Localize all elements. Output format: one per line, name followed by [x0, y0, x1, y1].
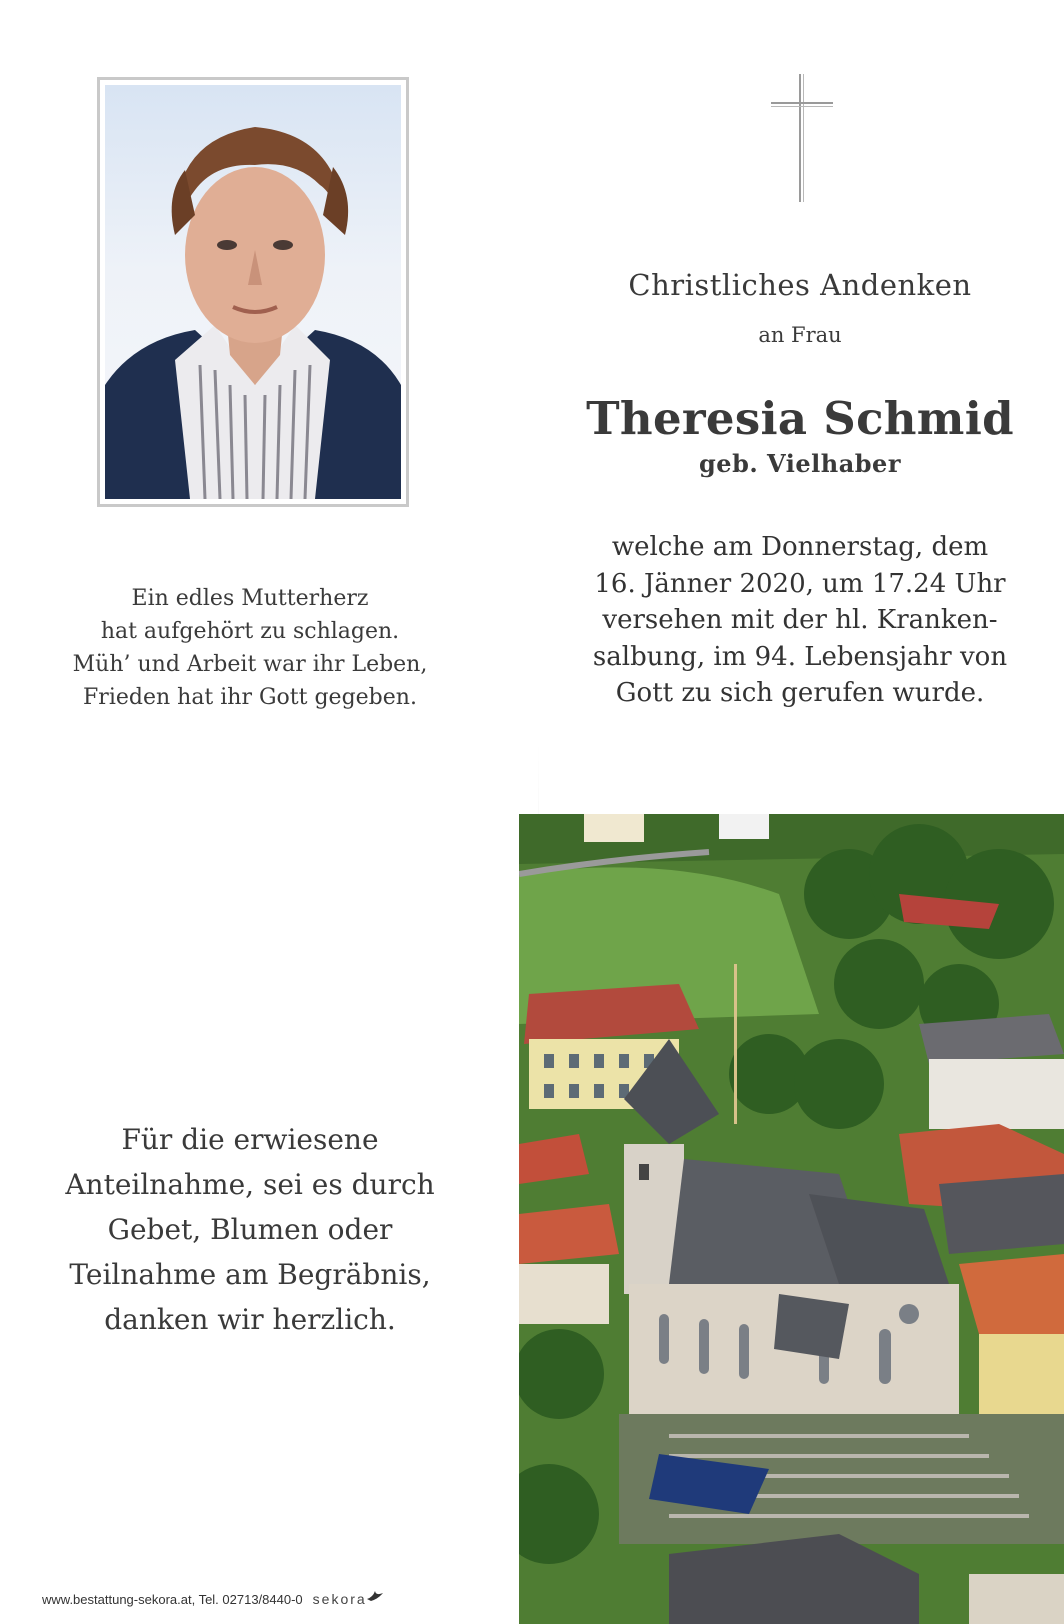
cross-icon [771, 74, 833, 202]
death-notice [560, 529, 1040, 712]
bird-icon [367, 1591, 383, 1603]
salutation: an Frau [758, 323, 842, 347]
thanks-line: Teilnahme am Begräbnis, [69, 1258, 431, 1291]
poem-line: Müh’ und Arbeit war ihr Leben, [72, 652, 428, 677]
church-aerial-photo [519, 814, 1064, 1624]
notice-line: welche am Donnerstag, dem [611, 532, 989, 562]
poem-line: hat aufgehört zu schlagen. [100, 619, 400, 644]
notice-line: Gott zu sich gerufen wurde. [615, 678, 985, 708]
portrait-illustration [105, 85, 401, 499]
memorial-title: Christliches Andenken [628, 268, 972, 302]
portrait-frame [97, 77, 409, 507]
deceased-name: Theresia Schmid [586, 392, 1014, 445]
poem-line: Ein edles Mutterherz [131, 586, 369, 611]
thanks-line: Gebet, Blumen oder [107, 1213, 393, 1246]
portrait-photo [105, 85, 401, 499]
maiden-name: geb. Vielhaber [699, 449, 901, 478]
poem [55, 582, 445, 714]
thanks-text [55, 1117, 445, 1342]
brand-name: sekora [312, 1591, 367, 1607]
notice-line: 16. Jänner 2020, um 17.24 Uhr [594, 568, 1006, 599]
thanks-line: Anteilnahme, sei es durch [65, 1168, 435, 1201]
thanks-line: danken wir herzlich. [104, 1303, 396, 1336]
notice-line: versehen mit der hl. Kranken- [602, 605, 998, 635]
notice-line: salbung, im 94. Lebensjahr von [592, 641, 1008, 672]
footer [42, 1591, 383, 1607]
poem-line: Frieden hat ihr Gott gegeben. [83, 685, 417, 710]
thanks-line: Für die erwiesene [121, 1123, 379, 1156]
funeral-home-logo [313, 1591, 383, 1607]
church-illustration [519, 814, 1064, 1624]
funeral-home-contact: www.bestattung-sekora.at, Tel. 02713/8440-0 [42, 1591, 303, 1607]
